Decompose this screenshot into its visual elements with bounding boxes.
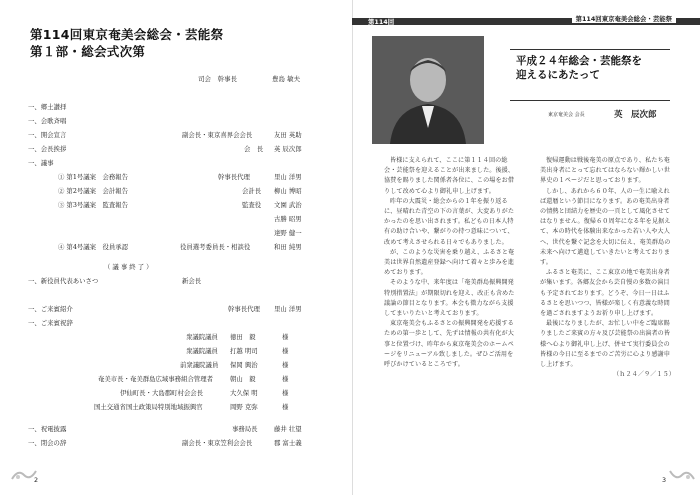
program-row — [0, 186, 352, 196]
program-row — [0, 242, 352, 252]
program-row — [0, 102, 352, 112]
program-row — [0, 200, 352, 210]
message-title-line1: 平成２４年総会・芸能祭を — [516, 55, 642, 67]
paragraph: ふるさと奄美に、ここ東京の地で奄美出身者が集います。各郷友会から芸自慢の多数の演目も予定されております。どうぞ、今日一日はふるさとを思いつつ、皆様が楽しく有意義な時間を過ごされますようお祈り申し上げます。 — [540, 269, 670, 318]
program-name: 柳山 博昭 — [274, 187, 302, 195]
program-name: 達野 健一 — [274, 229, 302, 237]
program-row — [0, 438, 352, 448]
program-honorific: 様 — [282, 389, 289, 397]
paragraph: 復帰運動は戦後奄美の原点であり、私たち奄美出身者にとって忘れてはならない輝かしい世界史の１ページだと思っております。 — [540, 157, 670, 185]
program-row — [0, 130, 352, 140]
paragraph: 皆様に支えられて、ここに第１１４回の総会・芸能祭を迎えることが出来ました。後援、協賛を賜りました関係者各位に、この場をお借りして改めて心より御礼申し上げます。 — [384, 157, 515, 195]
logo-icon — [668, 467, 696, 483]
title-rule-bottom — [510, 100, 670, 101]
program-row — [0, 402, 352, 412]
program-role: 幹事長代理 — [218, 173, 250, 181]
program-row — [0, 262, 352, 272]
page-number: 2 — [34, 476, 39, 484]
program-row — [0, 144, 352, 154]
program-honorific: 様 — [282, 333, 289, 341]
program-name: 徳田 毅 — [230, 333, 256, 341]
program-role: 伊仙町長・大島郡町村会会長 — [120, 389, 204, 397]
program-role: 衆議院議員 — [186, 333, 218, 341]
program-role: 新会長 — [182, 277, 202, 285]
program-item: ④ 第4号議案 役員承認 — [58, 243, 129, 251]
portrait-image — [372, 36, 484, 144]
message-title-line2: 迎えるにあたって — [516, 69, 600, 81]
page-number: 3 — [662, 476, 667, 484]
paragraph: 昨年の大震災・総会からの１年を振り返るに、昼晴れた青空の下の言葉が、大変ありがたかったのを思い出されます。私どもの日本人特有の助け合いや、繋がりの持つ意味について、改めて考えさせられる日々でもありました。 — [384, 197, 515, 246]
program-row — [0, 116, 352, 126]
program-honorific: 様 — [282, 347, 289, 355]
program-name: 藤井 壮望 — [274, 425, 302, 433]
program-item: 一、議事 — [28, 159, 54, 167]
program-honorific: 様 — [282, 361, 289, 369]
program-honorific: 様 — [282, 403, 289, 411]
presenter-role: 司会 幹事長 — [198, 75, 237, 83]
program-item: ① 第1号議案 会務報告 — [58, 173, 129, 181]
message-title — [516, 54, 642, 82]
program-name: 文園 武治 — [274, 201, 302, 209]
program-item: 一、新役員代表あいさつ — [28, 277, 99, 285]
presenter-name: 豊島 敏夫 — [272, 75, 301, 83]
program-row — [0, 214, 352, 224]
program-row — [0, 332, 352, 342]
session-title: 第１部・総会式次第 — [30, 44, 146, 59]
program-name: 和田 純男 — [274, 243, 302, 251]
program-item: 一、閉会の辞 — [28, 439, 67, 447]
program-item: ② 第2号議案 会計報告 — [58, 187, 129, 195]
program-row — [0, 318, 352, 328]
message-date: （ｈ２４／９／１５） — [613, 371, 675, 379]
author-organization: 東京奄美会 会長 — [548, 112, 585, 118]
program-role: 監査役 — [242, 201, 262, 209]
program-item: 一、ご来賓祝辞 — [28, 319, 73, 327]
paragraph: そのような中、来年度は「奄美群島振興開発特別措置法」が期限切れを迎え、改正も含めた議論の節目となります。本会も微力ながら支援してまいりたいと考えております。 — [384, 279, 515, 318]
program-row — [0, 158, 352, 168]
program-role: 前衆議院議員 — [180, 361, 219, 369]
program-item: ③ 第3号議案 監査報告 — [58, 201, 129, 209]
paragraph: 最後になりましたが、お忙しい中をご臨席賜りましたご来賓の方々及び芸能祭の出演者の皆様へ心より御礼申し上げ、併せて実行委員会の皆様の今日に至るまでのご苦労に心より感謝申し上げます。 — [540, 320, 671, 369]
program-item: （ 議 事 終 了 ） — [104, 263, 153, 271]
paragraph: が、このような災害を乗り越え、ふるさと奄美は世界自然遺産登録へ向けて着々と歩みを進めております。 — [384, 248, 515, 277]
program-name: 古勝 昭男 — [274, 215, 302, 223]
program-name: 朝山 毅 — [230, 375, 256, 383]
header-tag: 第114回東京奄美会総会・芸能祭 — [572, 14, 676, 23]
event-title: 第114回東京奄美会総会・芸能祭 — [30, 27, 224, 42]
program-name: 大久保 明 — [230, 389, 258, 397]
program-role: 副会長・東京笠利会会長 — [182, 439, 253, 447]
program-role: 衆議院議員 — [186, 347, 218, 355]
author-name: 英 辰次郎 — [614, 110, 657, 120]
program-row — [0, 424, 352, 434]
program-role: 会計長 — [242, 187, 262, 195]
program-role: 国土交通省国土政策局特別地域振興官 — [94, 403, 203, 411]
paragraph: しかし、あれから６０年、人の一生に喩えれば還暦という節目になります。あの奄美出身者の情熱と団結力を歴史の一頁として風化させてはなりません。復帰６０周年になる年を見据えて、本の時代を体験出来なかった若い人や大人へ、世代を繋ぐ記念を大切に伝え、奄美群島の未来へ向けて邁進していきたいと考えております。 — [540, 187, 671, 267]
message-column-2 — [540, 156, 675, 380]
program-item: 一、郷土讃拝 — [28, 103, 67, 111]
program-honorific: 様 — [282, 375, 289, 383]
program-row — [0, 360, 352, 370]
program-name: 里山 洋男 — [274, 173, 302, 181]
program-role: 会 長 — [244, 145, 264, 153]
paragraph: 東京奄美会もふるさとの振興開発を応援するための第一歩として、先ずは情報の共有化が大事と位置づけ、昨年から東京奄美会のホームページをリニューアル致しました。ぜひご活用を呼びかけているところです。 — [384, 320, 514, 369]
program-role: 副会長・東京喜界会会長 — [182, 131, 253, 139]
program-name: 保岡 興治 — [230, 361, 258, 369]
program-role: 奄美市長・奄美群島広域事務組合管理者 — [98, 375, 214, 383]
president-photo — [372, 36, 484, 144]
header-prefix: 第114回 — [368, 18, 395, 26]
program-name: 郡 富士義 — [274, 439, 302, 447]
program-row — [0, 388, 352, 398]
program-row — [0, 374, 352, 384]
program-row — [0, 276, 352, 286]
program-name: 里山 洋男 — [274, 305, 302, 313]
program-item: 一、祝電披露 — [28, 425, 67, 433]
program-name: 打越 明司 — [230, 347, 258, 355]
program-row — [0, 228, 352, 238]
program-name: 英 辰次郎 — [274, 145, 302, 153]
program-item: 一、会歌斉唱 — [28, 117, 67, 125]
program-row — [0, 346, 352, 356]
program-row — [0, 172, 352, 182]
program-item: 一、ご来賓紹介 — [28, 305, 73, 313]
program-name: 友田 英助 — [274, 131, 302, 139]
program-role: 事務局長 — [232, 425, 258, 433]
program-item: 一、会長挨拶 — [28, 145, 67, 153]
program-role: 幹事長代理 — [228, 305, 260, 313]
message-column-1 — [384, 156, 519, 370]
program-role: 役員選考委員長・相談役 — [180, 243, 251, 251]
program-name: 岡野 克弥 — [230, 403, 258, 411]
program-item: 一、開会宣言 — [28, 131, 67, 139]
program-row — [0, 304, 352, 314]
title-rule-top — [510, 49, 670, 50]
